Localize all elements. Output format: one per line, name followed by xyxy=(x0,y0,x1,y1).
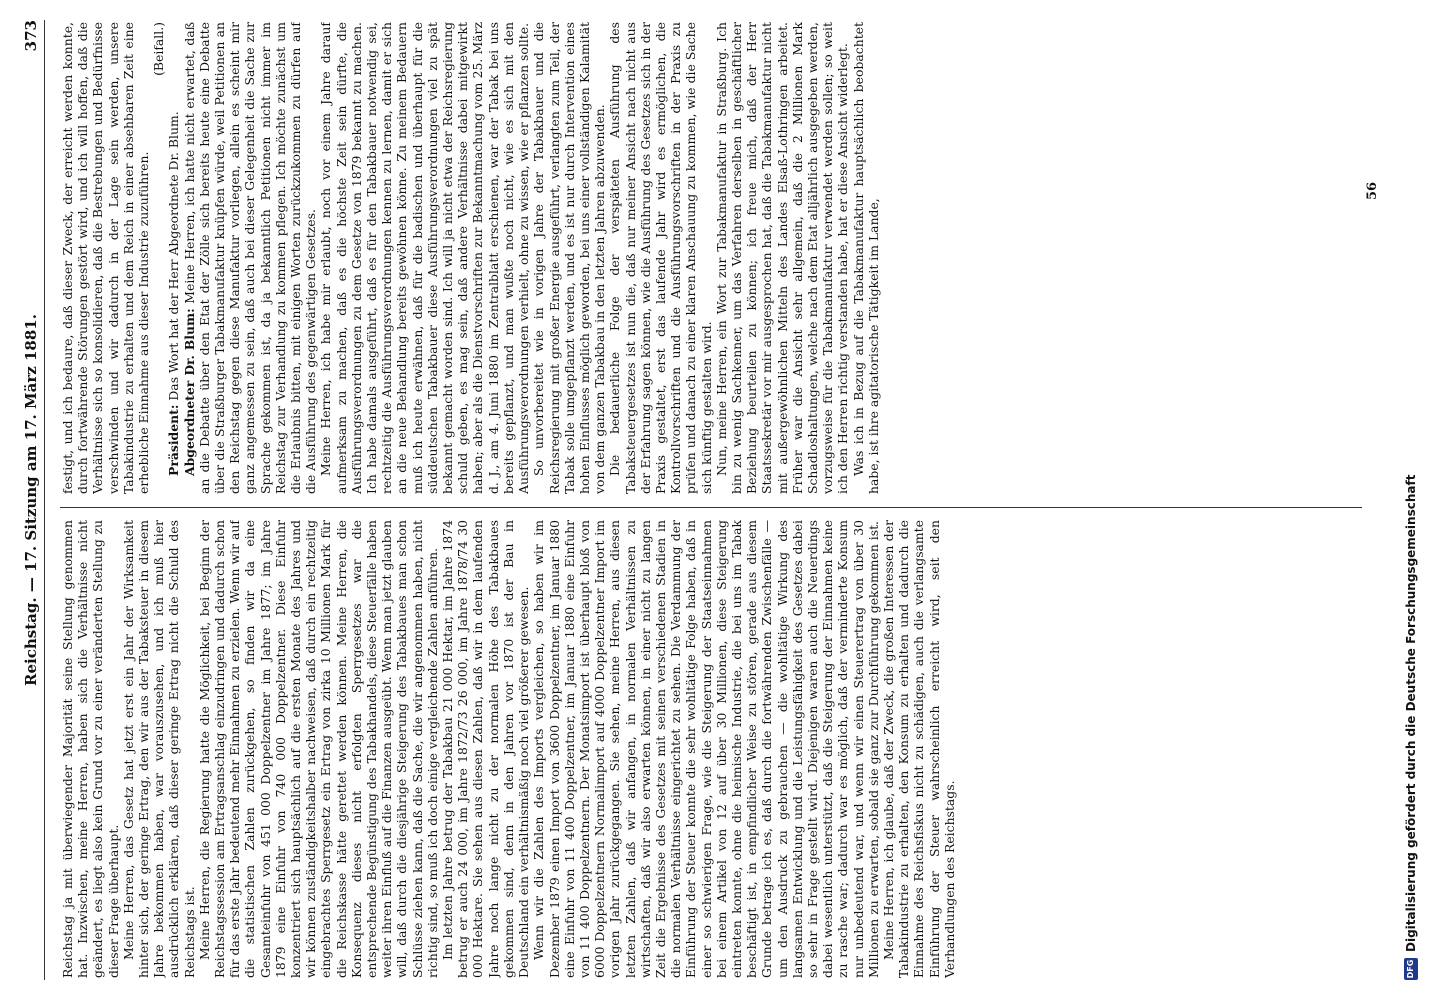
paragraph: Meine Herren, die Regierung hatte die Möglichkeit, bei Beginn der Reichstagssession am Ertragsanschlag einzudringen und dadurch schon für das erste Jahr bedeutend mehr Einnahmen zu erzielen. Wenn wir auf die statistischen Zahlen zurückgehen, so finden wir da eine Gesamteinfuhr von 451 000 Doppelzentner im Jahre 1877; im Jahre 1879 eine Einfuhr von 740 000 Doppelzentner. Diese Einfuhr konzentriert sich hauptsächlich auf die ersten Monate des Jahres und wir können zuständigkeitshalber nachweisen, daß durch ein rechtzeitig eingebrachtes Sperrgesetz ein Ertrag von zirka 10 Millionen Mark für die Reichskasse hätte gerettet werden können. Meine Herren, die Konsequenz dieses nicht erfolgten Sperrgesetzes war die entsprechende Begünstigung des Tabakhandels, diese Steuerfälle haben weiter ihren Einfluß auf die Finanzen ausgeübt. Wenn man jetzt glauben will, daß durch die diesjährige Steigerung des Tabakbaues man schon Schlüsse ziehen kann, daß die Sache, die wir angenommen haben, nicht richtig sind, so muß ich doch einige vergleichende Zahlen anführen. xyxy=(196,520,440,978)
paragraph: Meine Herren, ich glaube, daß der Zweck, die großen Interessen der Tabakindustrie zu erhalten, den Konsum zu erhalten und dadurch die Einnahme des Reichsfiskus nicht zu schädigen, auch die verlangsamte Einführung der Steuer wahrscheinlich erreicht wird, seit den Verhandlungen des Reichstags. xyxy=(880,520,957,978)
signature-mark: 56 xyxy=(1365,181,1380,200)
funding-text: Digitalisierung gefördert durch die Deutsche Forschungsgemeinschaft xyxy=(1404,474,1418,952)
paragraph: Meine Herren, ich habe mir erlaubt, noch vor einem Jahre darauf aufmerksam zu machen, daß es die höchste Zeit sein dürfte, die Ausführungsverordnungen zu dem Gesetze von 1879 bekannt zu machen. Ich habe damals ausgeführt, daß es für den Tabakbauer notwendig sei, rechtzeitig die Ausführungsverordnungen kennen zu lernen, damit er sich an die neue Behandlung bereits gewöhnen könne. Zu meinem Bedauern muß ich heute erwähnen, daß für die badischen und überhaupt für die süddeutschen Tabakbauer diese Ausführungsverordnungen viel zu spät bekannt gemacht worden sind. Ich will ja nicht etwa der Reichsregierung schuld geben, es mag sein, daß andere Verhältnisse dabei mitgewirkt haben; aber als die Dienstvorschriften zur Bekanntmachung vom 25. März d. J., am 4. Juni 1880 im Zentralblatt erschienen, war der Tabak bei uns bereits gepflanzt, und man wußte noch nicht, wie es sich mit den Ausführungsverordnungen verhielt, ohne zu wissen, wie er pflanzen sollte. xyxy=(318,22,532,494)
paragraph: So unvorbereitet wie in vorigen Jahre der Tabakbauer und die Reichsregierung mit großer Energie ausgeführt, verlangten zum Teil, der Tabak solle umgepflanzt werden, und es ist nur durch Intervention eines hohen Einflusses möglich geworden, bei uns einer vollständigen Kalamität von dem ganzen Tabakbau in den letzten Jahren abzuwenden. xyxy=(531,22,608,494)
paragraph: Wenn wir die Zahlen des Imports vergleichen, so haben wir im Dezember 1879 einen Import von 3600 Doppelzentner, im Januar 1880 eine Einfuhr von 11 400 Doppelzentner, im Januar 1880 eine Einfuhr von 11 400 Doppelzentnern. Der Monatsimport ist überhaupt bloß von 6000 Doppelzentnern Normalimport auf 4000 Doppelzentner Import im vorigen Jahr zurückgegangen. Sie sehen, meine Herren, aus diesen letzten Zahlen, daß wir anfangen, in normalen Verhältnissen zu wirtschaften, daß wir also erwarten können, in einer nicht zu langen Zeit die Ergebnisse des Gesetzes mit seinen verschiedenen Stadien in die normalen Verhältnisse eingerichtet zu sehen. Die Verdammung der Einführung der Steuer konnte die sehr wohltätige Folge haben, daß in einer so schwierigen Frage, wie die Steigerung der Staatseinnahmen bei einem Artikel von 12 auf über 30 Millionen, diese Steigerung eintreten konnte, ohne die heimische Industrie, die bei uns im Tabak beschäftigt ist, in empfindlicher Weise zu stören, gerade aus diesem Grunde betrage ich es, daß durch die fortwährenden Zwischenfälle — um den Ausdruck zu gebrauchen — die wohltätige Wirkung des langsamen Entwicklung und die Leistungsfähigkeit des Gesetzes dabei so sehr in Frage gestellt wird. Diejenigen waren auch die Neuerdings dabei wesentlich unterstützt, daß die Steigerung der Einnahmen keine zu rasche war; dadurch war es möglich, daß der verminderte Konsum nur unbedeutend war, und wenn wir einen Steuerertrag von über 30 Millionen zu erwarten, sobald sie ganz zur Durchführung gekommen ist. xyxy=(531,520,881,978)
paragraph: Reichstag ja mit überwiegender Majorität seine Stellung genommen hat. Inzwischen, meine Herren, haben sich die Verhältnisse nicht geändert, es liegt also kein Grund vor zu einer veränderten Stellung zu dieser Frage überhaupt. xyxy=(60,520,121,978)
page-title: Reichstag. — 17. Sitzung am 17. März 1881. xyxy=(22,314,40,686)
statement-text: Das Wort hat der Herr Abgeordnete Dr. Blum. xyxy=(166,111,182,401)
funding-footer xyxy=(1404,20,1418,980)
dfg-logo-icon: DFG xyxy=(1404,958,1418,980)
statement-text: Meine Herren, ich hatte nicht erwartet, daß an die Debatte über den Etat der Zölle sich bereits heute eine Debatte über die Straßburger Tabakmanufaktur knüpfen würde, weil Petitionen an den Reichstag gegen diese Manufaktur vorliegen, allein es scheint mir ganz angemessen zu sein, daß auch bei dieser Gelegenheit die Sache zur Sprache gekommen ist, da ja bekanntlich Petitionen nicht immer im Reichstag zur Verhandlung zu kommen pflegen. Ich möchte zunächst um die Erlaubnis bitten, mit einigen Worten zurückzukommen zu dürfen auf die Ausführung des gegenwärtigen Gesetzes. xyxy=(181,22,319,494)
column-separator xyxy=(60,507,1362,508)
speaker-statement xyxy=(182,22,319,494)
president-statement xyxy=(166,22,181,494)
paragraph: Was ich in Bezug auf die Tabakmanufaktur hauptsächlich beobachtet habe, ist ihre agitatorische Tätigkeit im Lande, xyxy=(850,22,881,494)
speaker-label: Abgeordneter Dr. Blum: xyxy=(181,308,197,476)
left-column xyxy=(60,520,1352,978)
right-column xyxy=(60,22,1352,494)
page-header xyxy=(22,20,52,980)
applause-note: (Beifall.) xyxy=(151,22,167,76)
paragraph: Im letzten Jahre betrug der Tabakbau 21 000 Hektar, im Jahre 1874 betrug er auch 24 000, im Jahre 1872/73 26 000, im Jahre 1878/74 30 000 Hektare. Sie sehen aus diesen Zahlen, daß wir in dem laufenden Jahre noch lange nicht zu der normalen Höhe des Tabakbaues gekommen sind, denn in den Jahren vor 1870 ist der Bau in Deutschland ein verhältnismäßig noch viel größerer gewesen. xyxy=(440,520,532,978)
header-rule xyxy=(44,20,45,980)
page-number: 373 xyxy=(22,20,40,52)
paragraph: festigt, und ich bedaure, daß dieser Zweck, der erreicht werden konnte, durch fortwährende Störungen gestört wird, und ich will hoffen, daß die Verhältnisse sich so konsolidieren, daß die Bestrebungen und Bedürfnisse verschwinden und wir dadurch in der Lage sein werden, unsere Tabakindustrie zu erhalten und dem Reich in einer absehbaren Zeit eine erhebliche Einnahme aus dieser Industrie zuzuführen. xyxy=(60,22,152,494)
paragraph: Die bedauerliche Folge der verspäteten Ausführung des Tabaksteuergesetzes ist nun die, daß nur meiner Ansicht nach nicht aus der Erfahrung sagen können, wie die Ausführung des Gesetzes sich in der Praxis gestaltet, erst das laufende Jahr wird es ermöglichen, die Kontrollvorschriften und die Ausführungsvorschriften in der Praxis zu prüfen und danach zu einer klaren Anschauung zu kommen, wie die Sache sich künftig gestalten wird. xyxy=(607,22,714,494)
paragraph: Meine Herren, das Gesetz hat jetzt erst ein Jahr der Wirksamkeit hinter sich, der geringe Ertrag, den wir aus der Tabaksteuer in diesem Jahre bekommen haben, war vorauszusehen, und ich muß hier ausdrücklich erklären, daß dieser geringe Ertrag nicht die Schuld des Reichstags ist. xyxy=(120,520,197,978)
speaker-label: Präsident: xyxy=(166,404,182,476)
paragraph: Nun, meine Herren, ein Wort zur Tabakmanufaktur in Straßburg. Ich bin zu wenig Sachkenner, um das Verfahren derselben in geschäftlicher Beziehung beurteilen zu können; ich freue mich, daß der Herr Staatssekretär vor mir ausgesprochen hat, daß die Tabakmanufaktur nicht mit außergewöhnlichen Mitteln des Landes Elsaß-Lothringen arbeitet. Früher war die Ansicht sehr allgemein, daß die 2 Millionen Mark Schadloshaltungen, welche nach dem Etat alljährlich ausgegeben werden, vorzugsweise für die Tabakmanufaktur verwendet werden sollen; so weit ich den Herren richtig verstanden habe, hat er diese Ansicht widerlegt. xyxy=(713,22,851,494)
